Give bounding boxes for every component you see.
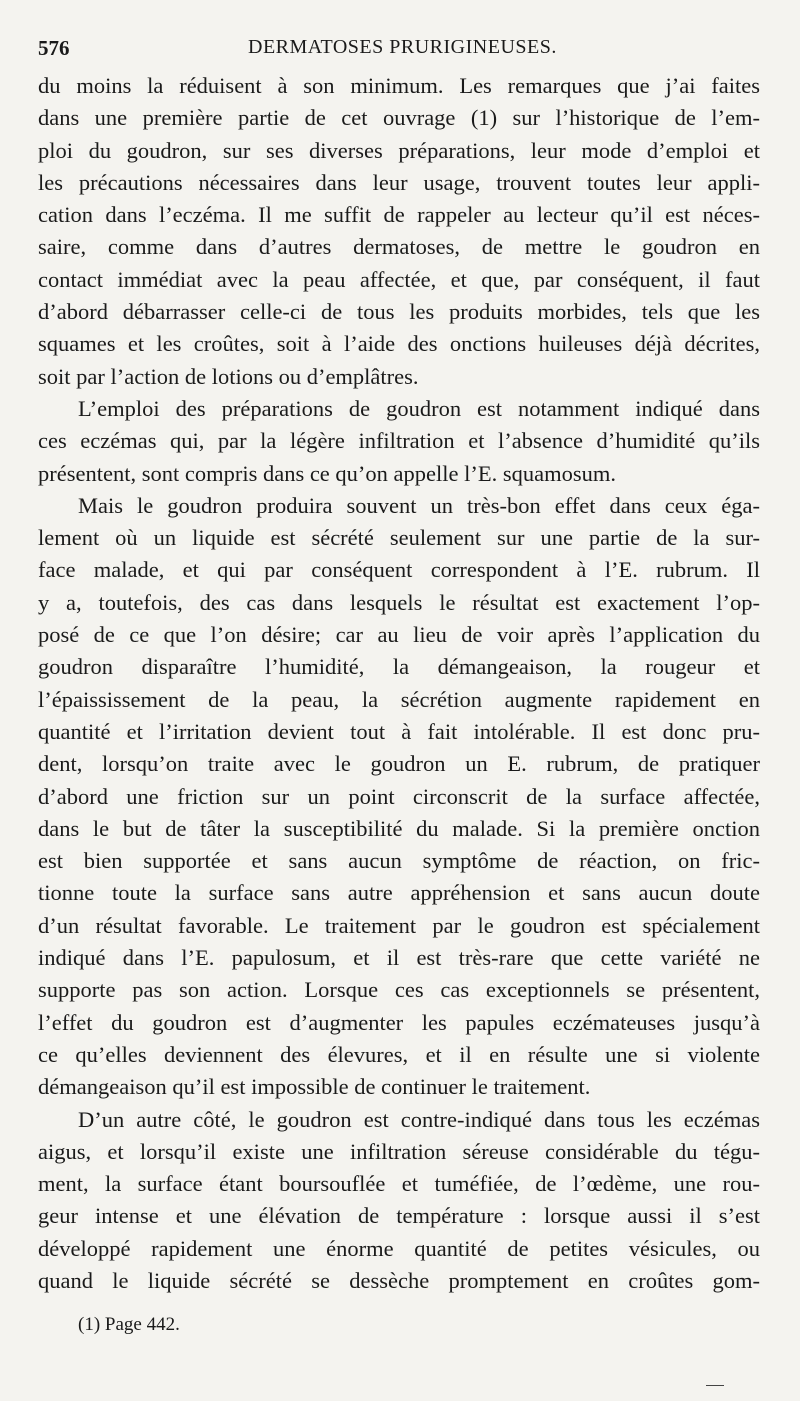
footnote: (1) Page 442. xyxy=(78,1314,180,1335)
text-line: ce qu’elles deviennent des élevures, et il en résulte une si violente xyxy=(38,1041,760,1067)
text-line: D’un autre côté, le goudron est contre-indiqué dans tous les eczémas xyxy=(78,1106,760,1132)
running-title: DERMATOSES PRURIGINEUSES. xyxy=(248,36,557,58)
text-line: dent, lorsqu’on traite avec le goudron un E. rubrum, de pratiquer xyxy=(38,751,760,777)
text-line: tionne toute la surface sans autre appréhension et sans aucun doute xyxy=(38,880,760,906)
text-line: ploi du goudron, sur ses diverses préparations, leur mode d’emploi et xyxy=(38,137,760,163)
text-line: d’un résultat favorable. Le traitement par le goudron est spécialement xyxy=(38,912,760,938)
text-line: quand le liquide sécrété se dessèche promptement en croûtes gom- xyxy=(38,1267,760,1293)
body-text xyxy=(38,70,760,1297)
text-line: aigus, et lorsqu’il existe une infiltration séreuse considérable du tégu- xyxy=(38,1138,760,1164)
text-line: Mais le goudron produira souvent un très-bon effet dans ceux éga- xyxy=(78,492,760,518)
text-line: contact immédiat avec la peau affectée, et que, par conséquent, il faut xyxy=(38,266,760,292)
text-line: soit par l’action de lotions ou d’emplâtres. xyxy=(38,363,419,389)
text-line: l’effet du goudron est d’augmenter les papules eczémateuses jusqu’à xyxy=(38,1009,760,1035)
text-line: dans le but de tâter la susceptibilité du malade. Si la première onction xyxy=(38,815,760,841)
text-line: posé de ce que l’on désire; car au lieu de voir après l’application du xyxy=(38,622,760,648)
text-line: d’abord débarrasser celle-ci de tous les produits morbides, tels que les xyxy=(38,299,760,325)
text-line: ment, la surface étant boursouflée et tuméfiée, de l’œdème, une rou- xyxy=(38,1171,760,1197)
divider xyxy=(706,1385,724,1386)
text-line: est bien supportée et sans aucun symptôme de réaction, on fric- xyxy=(38,848,760,874)
text-line: démangeaison qu’il est impossible de continuer le traitement. xyxy=(38,1074,591,1100)
text-line: supporte pas son action. Lorsque ces cas exceptionnels se présentent, xyxy=(38,977,760,1003)
text-line: goudron disparaître l’humidité, la démangeaison, la rougeur et xyxy=(38,654,760,680)
page-header xyxy=(38,36,758,66)
text-line: du moins la réduisent à son minimum. Les remarques que j’ai faites xyxy=(38,73,760,98)
text-line: présentent, sont compris dans ce qu’on appelle l’E. squamosum. xyxy=(38,460,616,486)
text-line: dans une première partie de cet ouvrage (1) sur l’historique de l’em- xyxy=(38,105,760,131)
text-line: face malade, et qui par conséquent correspondent à l’E. rubrum. Il xyxy=(38,557,760,583)
text-line: l’épaississement de la peau, la sécrétion augmente rapidement en xyxy=(38,686,760,712)
text-line: saire, comme dans d’autres dermatoses, de mettre le goudron en xyxy=(38,234,760,260)
page-number: 576 xyxy=(38,36,70,60)
text-line: indiqué dans l’E. papulosum, et il est très-rare que cette variété ne xyxy=(38,945,760,971)
text-line: les précautions nécessaires dans leur usage, trouvent toutes leur appli- xyxy=(38,169,760,195)
text-line: y a, toutefois, des cas dans lesquels le résultat est exactement l’op- xyxy=(38,589,760,615)
text-line: lement où un liquide est sécrété seulement sur une partie de la sur- xyxy=(38,525,760,551)
text-line: d’abord une friction sur un point circonscrit de la surface affectée, xyxy=(38,783,760,809)
text-line: squames et les croûtes, soit à l’aide des onctions huileuses déjà décrites, xyxy=(38,331,760,357)
text-line: quantité et l’irritation devient tout à fait intolérable. Il est donc pru- xyxy=(38,718,760,744)
text-line: ces eczémas qui, par la légère infiltration et l’absence d’humidité qu’ils xyxy=(38,428,760,454)
text-line: geur intense et une élévation de température : lorsque aussi il s’est xyxy=(38,1203,760,1229)
text-line: L’emploi des préparations de goudron est notamment indiqué dans xyxy=(78,395,760,421)
text-line: cation dans l’eczéma. Il me suffit de rappeler au lecteur qu’il est néces- xyxy=(38,202,760,228)
text-line: développé rapidement une énorme quantité de petites vésicules, ou xyxy=(38,1235,760,1261)
